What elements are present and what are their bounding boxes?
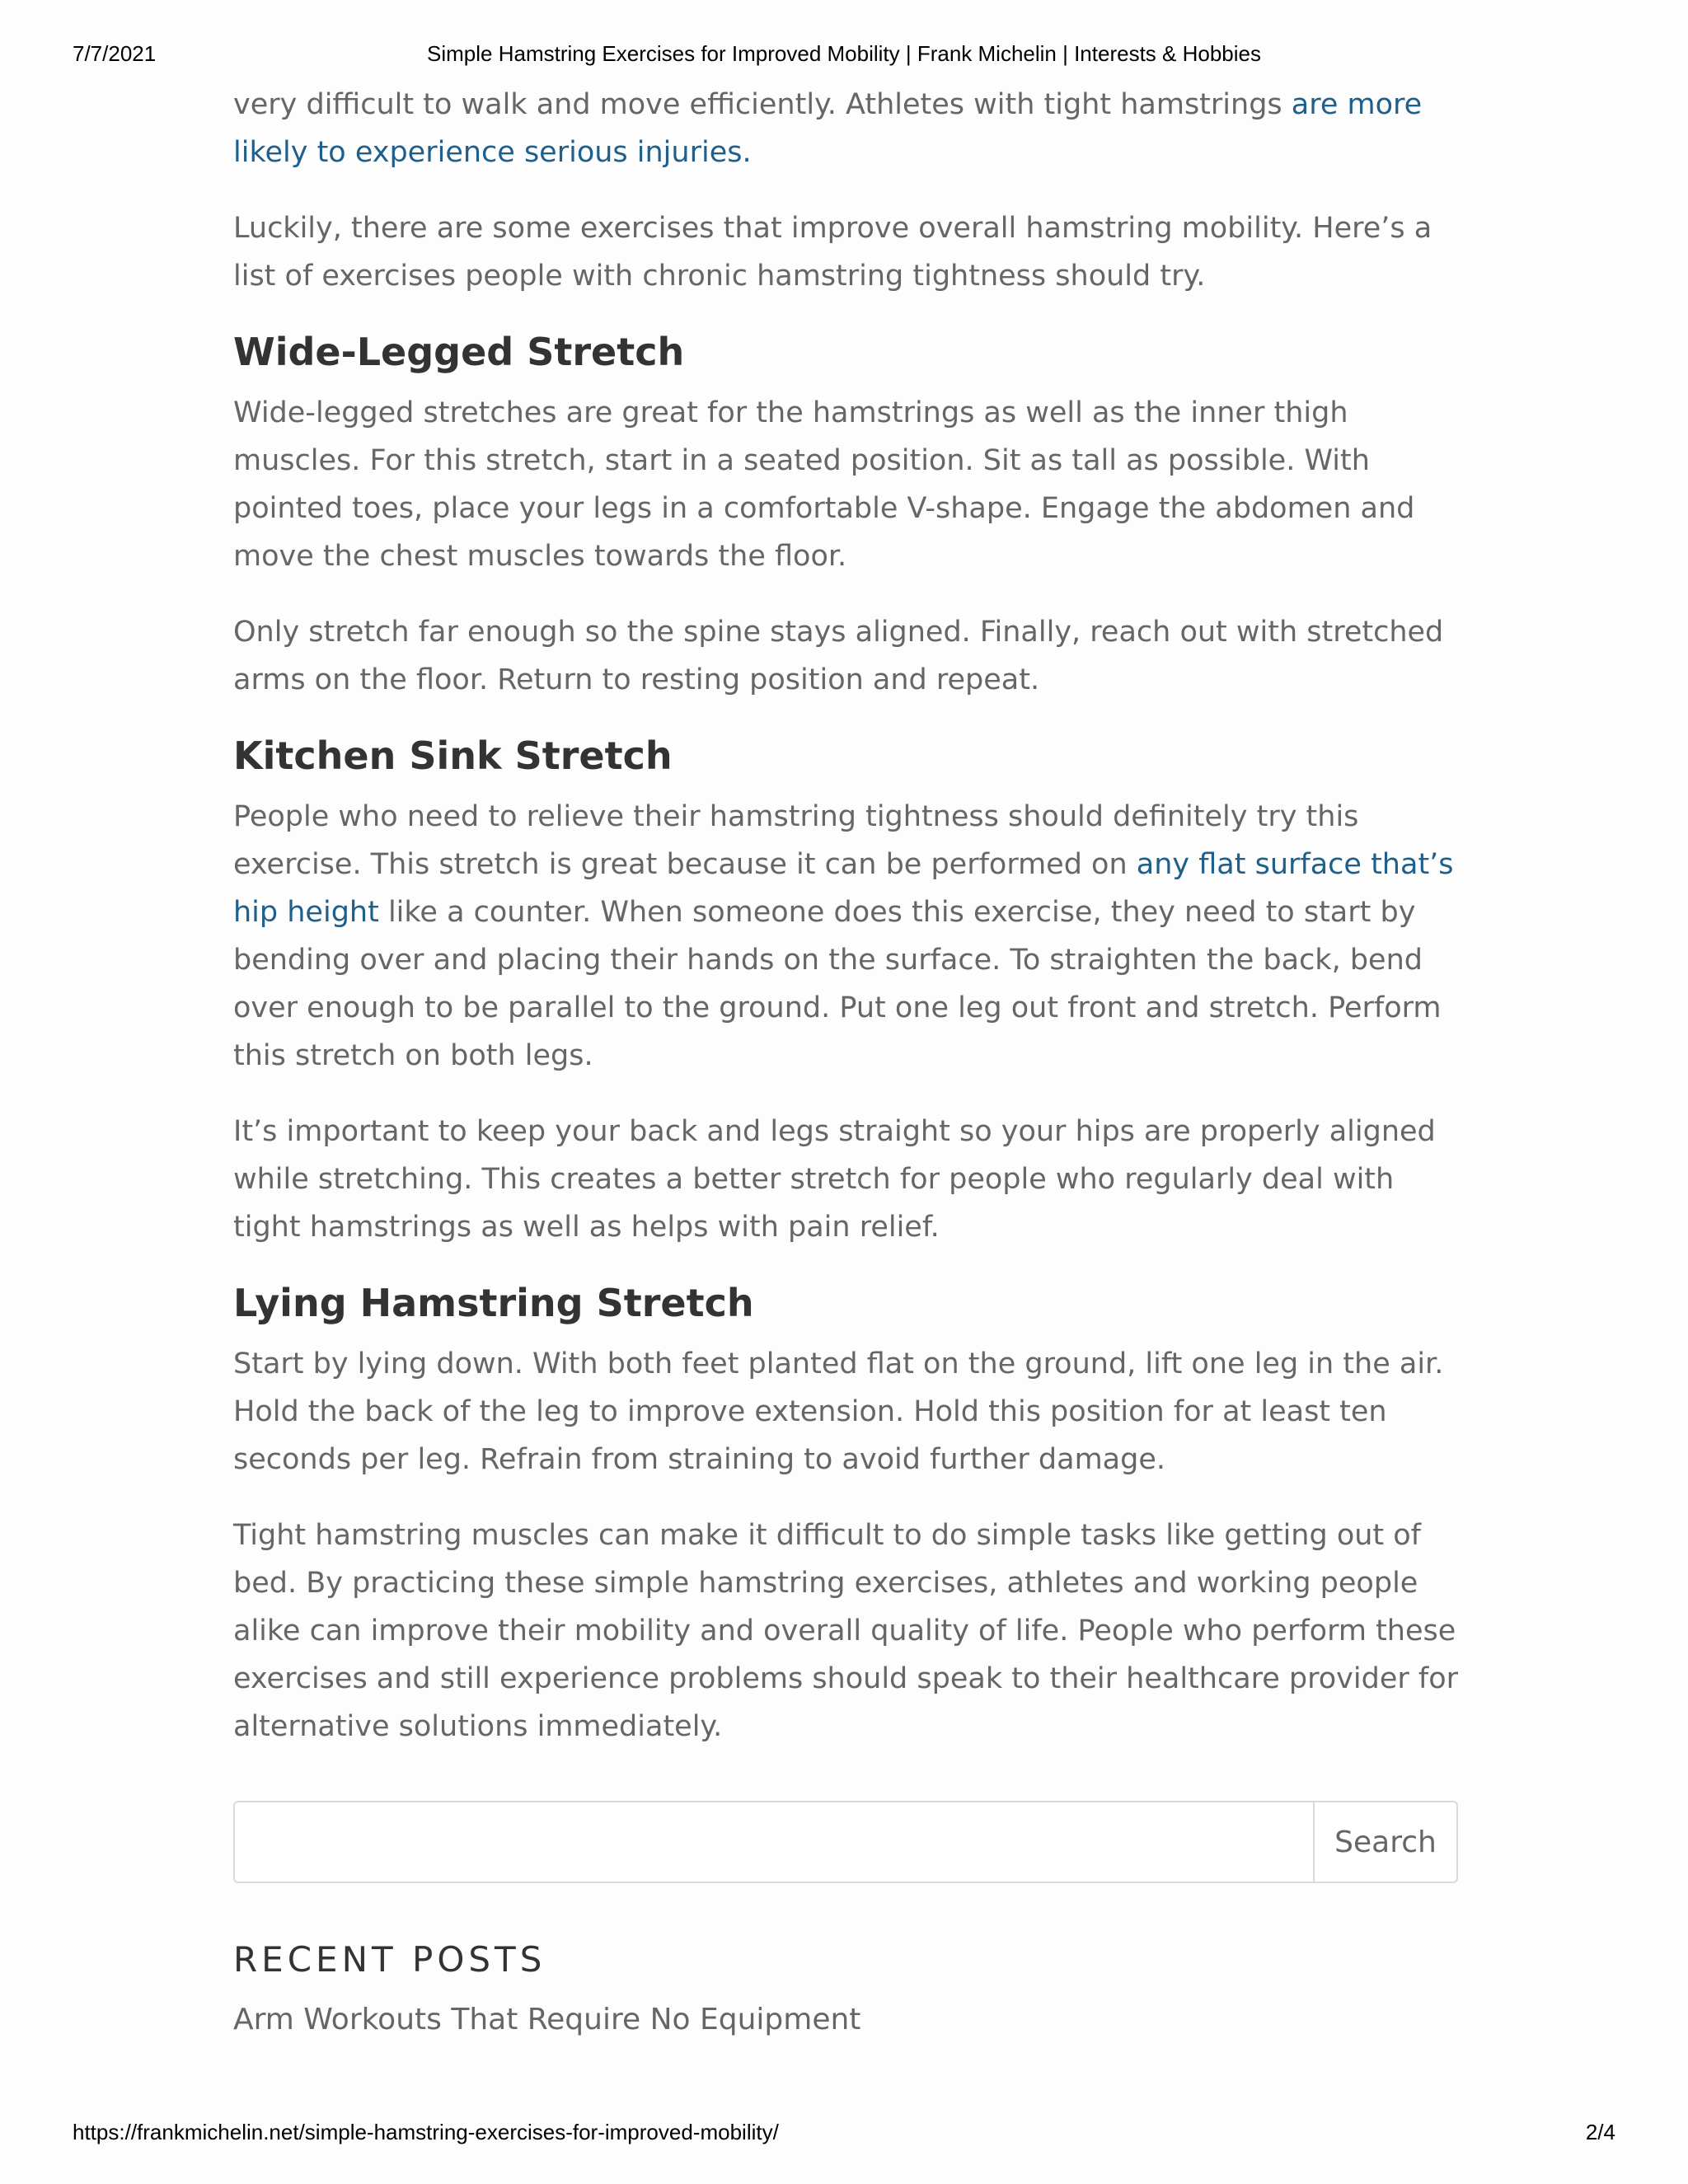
paragraph-text: very difficult to walk and move efficiently. Athletes with tight hamstrings [233,88,1292,121]
section-heading-lying-hamstring: Lying Hamstring Stretch [233,1281,754,1325]
article-body [233,81,1461,1779]
article-paragraph: Wide-legged stretches are great for the hamstrings as well as the inner thigh muscles. For this stretch, start in a seated position. Sit as tall as possible. With pointed toes, place your legs in a comfortable V-shape. Engage the abdomen and move the chest muscles towards the floor. [233,396,1415,573]
search-button[interactable]: Search [1313,1802,1456,1882]
section-heading-kitchen-sink: Kitchen Sink Stretch [233,733,673,778]
recent-post-link[interactable]: Arm Workouts That Require No Equipment [233,2003,861,2036]
article-paragraph: Only stretch far enough so the spine stays aligned. Finally, reach out with stretched arms on the floor. Return to resting position and repeat. [233,616,1444,696]
search-input[interactable] [235,1802,1313,1882]
search-form [233,1801,1458,1883]
print-url: https://frankmichelin.net/simple-hamstring-exercises-for-improved-mobility/ [73,2120,779,2144]
article-paragraph: Luckily, there are some exercises that improve overall hamstring mobility. Here’s a list of exercises people with chronic hamstring tightness should try. [233,212,1432,293]
flat-surface-link[interactable]: any flat surface that’s hip height [233,848,1454,929]
paragraph-text: like a counter. When someone does this exercise, they need to start by bending over and placing their hands on the surface. To straighten the back, bend over enough to be parallel to the ground. Put one leg out front and stretch. Perform this stretch on both legs. [233,896,1442,1072]
print-date: 7/7/2021 [73,41,157,66]
print-page-number: 2/4 [1585,2120,1615,2144]
section-heading-wide-legged: Wide-Legged Stretch [233,330,685,374]
paragraph-text: People who need to relieve their hamstring tightness should definitely try this exercise. This stretch is great because it can be performed on [233,800,1359,881]
injuries-link[interactable]: are more likely to experience serious injuries. [233,88,1423,169]
article-paragraph: It’s important to keep your back and legs straight so your hips are properly aligned while stretching. This creates a better stretch for people who regularly deal with tight hamstrings as well as helps with pain relief. [233,1115,1436,1244]
article-paragraph: Tight hamstring muscles can make it difficult to do simple tasks like getting out of bed. By practicing these simple hamstring exercises, athletes and working people alike can improve their mobility and overall quality of life. People who perform these exercises and still experience problems should speak to their healthcare provider for alternative solutions immediately. [233,1519,1459,1743]
print-title: Simple Hamstring Exercises for Improved Mobility | Frank Michelin | Interests & Hobbies [427,41,1261,66]
recent-posts-heading: RECENT POSTS [233,1939,546,1980]
article-paragraph [233,793,1461,1080]
article-paragraph [233,81,1461,176]
article-paragraph: Start by lying down. With both feet planted flat on the ground, lift one leg in the air. Hold the back of the leg to improve extension. Hold this position for at least ten seconds per leg. Refrain from straining to avoid further damage. [233,1347,1444,1476]
